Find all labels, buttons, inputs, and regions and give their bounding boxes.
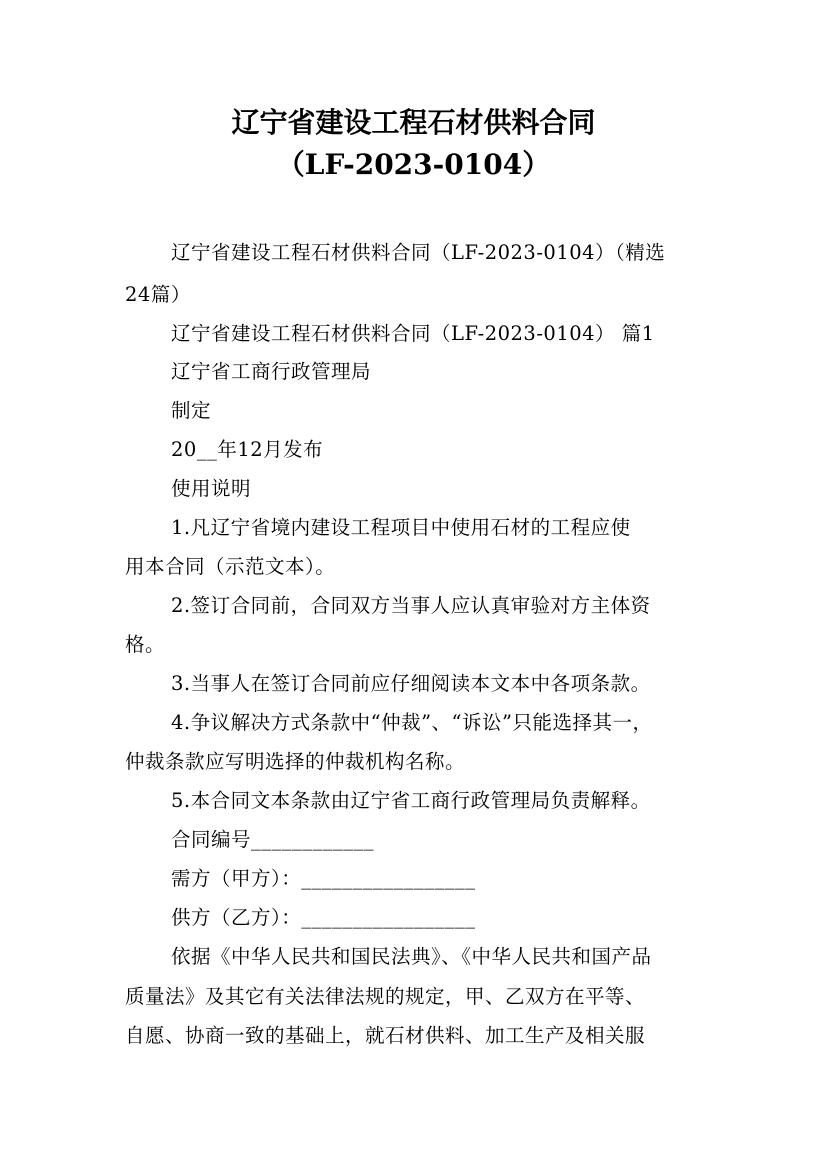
instruction-2-line-1: 2.签订合同前，合同双方当事人应认真审验对方主体资 <box>171 594 651 617</box>
basis-line-2: 质量法》及其它有关法律法规的规定，甲、乙双方在平等、 <box>125 985 646 1008</box>
basis-line-1: 依据《中华人民共和国民法典》、《中华人民共和国产品 <box>171 945 652 968</box>
intro-line-2: 24篇） <box>125 283 191 306</box>
issuer-action: 制定 <box>171 399 212 422</box>
intro-line-1: 辽宁省建设工程石材供料合同（LF-2023-0104）（精选 <box>171 241 666 264</box>
instruction-4-line-1: 4.争议解决方式条款中“仲裁”、“诉讼”只能选择其一， <box>171 711 653 734</box>
instruction-5: 5.本合同文本条款由辽宁省工商行政管理局负责解释。 <box>171 789 651 812</box>
publish-date: 20__年12月发布 <box>171 438 324 461</box>
instruction-4-line-2: 仲裁条款应写明选择的仲裁机构名称。 <box>125 750 466 773</box>
document-title: 辽宁省建设工程石材供料合同 <box>231 106 596 139</box>
instruction-1-line-2: 用本合同（示范文本）。 <box>125 555 336 578</box>
instructions-heading: 使用说明 <box>171 477 252 500</box>
issuer: 辽宁省工商行政管理局 <box>171 360 372 383</box>
section-heading: 辽宁省建设工程石材供料合同（LF-2023-0104） 篇1 <box>171 322 655 345</box>
instruction-2-line-2: 格。 <box>125 633 166 656</box>
instruction-1-line-1: 1.凡辽宁省境内建设工程项目中使用石材的工程应使 <box>171 516 631 539</box>
supplier-field: 供方（乙方）：_________________ <box>171 906 476 929</box>
basis-line-3: 自愿、协商一致的基础上，就石材供料、加工生产及相关服 <box>125 1024 646 1047</box>
document-code: （LF-2023-0104） <box>276 148 551 181</box>
buyer-field: 需方（甲方）：_________________ <box>171 867 476 890</box>
contract-number-field: 合同编号____________ <box>171 828 375 851</box>
instruction-3: 3.当事人在签订合同前应仔细阅读本文本中各项条款。 <box>171 672 651 695</box>
